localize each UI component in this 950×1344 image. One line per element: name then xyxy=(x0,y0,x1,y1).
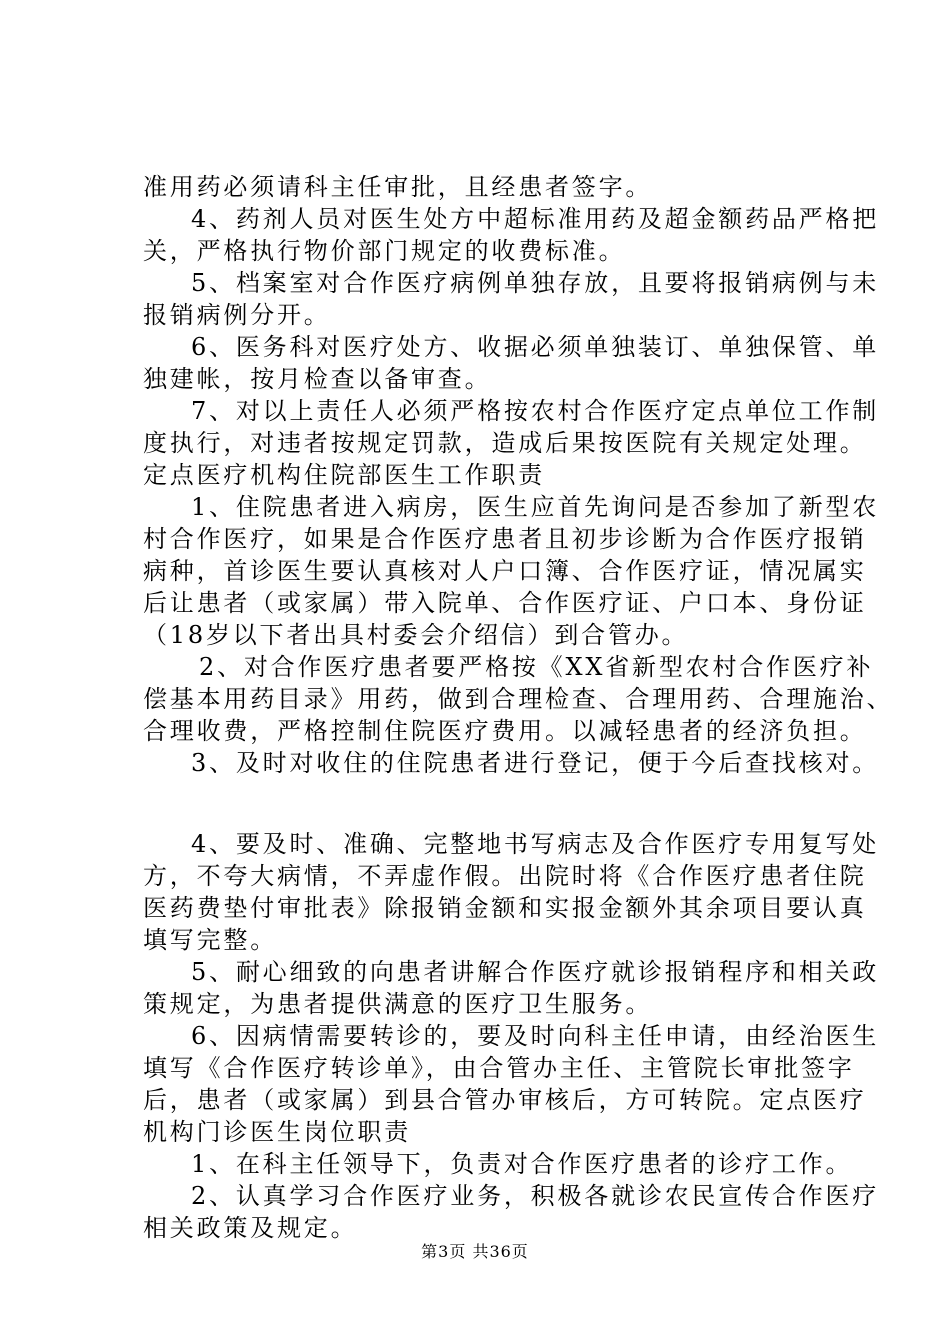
text-line: （18岁以下者出具村委会介绍信）到合管办。 xyxy=(143,621,689,649)
text-line: 3、及时对收住的住院患者进行登记，便于今后查找核对。 xyxy=(191,749,880,777)
text-line: 准用药必须请科主任审批，且经患者签字。 xyxy=(143,173,653,201)
text-line: 2、认真学习合作医疗业务，积极各就诊农民宣传合作医疗 xyxy=(191,1182,880,1210)
text-line: 病种，首诊医生要认真核对人户口簿、合作医疗证，情况属实 xyxy=(143,557,867,585)
text-line: 偿基本用药目录》用药，做到合理检查、合理用药、合理施治、 xyxy=(143,685,894,713)
text-line: 7、对以上责任人必须严格按农村合作医疗定点单位工作制 xyxy=(191,397,880,425)
section-heading: 机构门诊医生岗位职责 xyxy=(143,1118,411,1146)
text-line: 相关政策及规定。 xyxy=(143,1214,358,1242)
text-line: 后，患者（或家属）到县合管办审核后，方可转院。定点医疗 xyxy=(143,1086,867,1114)
section-heading: 定点医疗机构住院部医生工作职责 xyxy=(143,461,545,489)
text-line: 1、住院患者进入病房，医生应首先询问是否参加了新型农 xyxy=(191,493,880,521)
text-line: 合理收费，严格控制住院医疗费用。以减轻患者的经济负担。 xyxy=(143,717,867,745)
text-line: 医药费垫付审批表》除报销金额和实报金额外其余项目要认真 xyxy=(143,894,867,922)
page-number-footer: 第3页 共36页 xyxy=(421,1242,529,1261)
text-line: 1、在科主任领导下，负责对合作医疗患者的诊疗工作。 xyxy=(191,1150,853,1178)
text-line: 2、对合作医疗患者要严格按《XX省新型农村合作医疗补 xyxy=(199,653,874,681)
document-body xyxy=(143,171,894,1244)
text-line: 4、药剂人员对医生处方中超标准用药及超金额药品严格把 xyxy=(191,205,880,233)
paragraph-gap xyxy=(143,779,829,828)
text-line: 后让患者（或家属）带入院单、合作医疗证、户口本、身份证 xyxy=(143,589,867,617)
text-line: 4、要及时、准确、完整地书写病志及合作医疗专用复写处 xyxy=(191,830,880,858)
text-line: 5、耐心细致的向患者讲解合作医疗就诊报销程序和相关政 xyxy=(191,958,880,986)
text-line: 5、档案室对合作医疗病例单独存放，且要将报销病例与未 xyxy=(191,269,880,297)
text-line: 独建帐，按月检查以备审查。 xyxy=(143,365,492,393)
text-line: 6、医务科对医疗处方、收据必须单独装订、单独保管、单 xyxy=(191,333,880,361)
text-line: 关，严格执行物价部门规定的收费标准。 xyxy=(143,237,626,265)
text-line: 策规定，为患者提供满意的医疗卫生服务。 xyxy=(143,990,653,1018)
text-line: 填写《合作医疗转诊单》，由合管办主任、主管院长审批签字 xyxy=(143,1054,855,1082)
text-line: 度执行，对违者按规定罚款，造成后果按医院有关规定处理。 xyxy=(143,429,867,457)
text-line: 方，不夸大病情，不弄虚作假。出院时将《合作医疗患者住院 xyxy=(143,862,867,890)
text-line: 村合作医疗，如果是合作医疗患者且初步诊断为合作医疗报销 xyxy=(143,525,867,553)
text-line: 填写完整。 xyxy=(143,926,277,954)
text-line: 6、因病情需要转诊的，要及时向科主任申请，由经治医生 xyxy=(191,1022,880,1050)
text-line: 报销病例分开。 xyxy=(143,301,331,329)
